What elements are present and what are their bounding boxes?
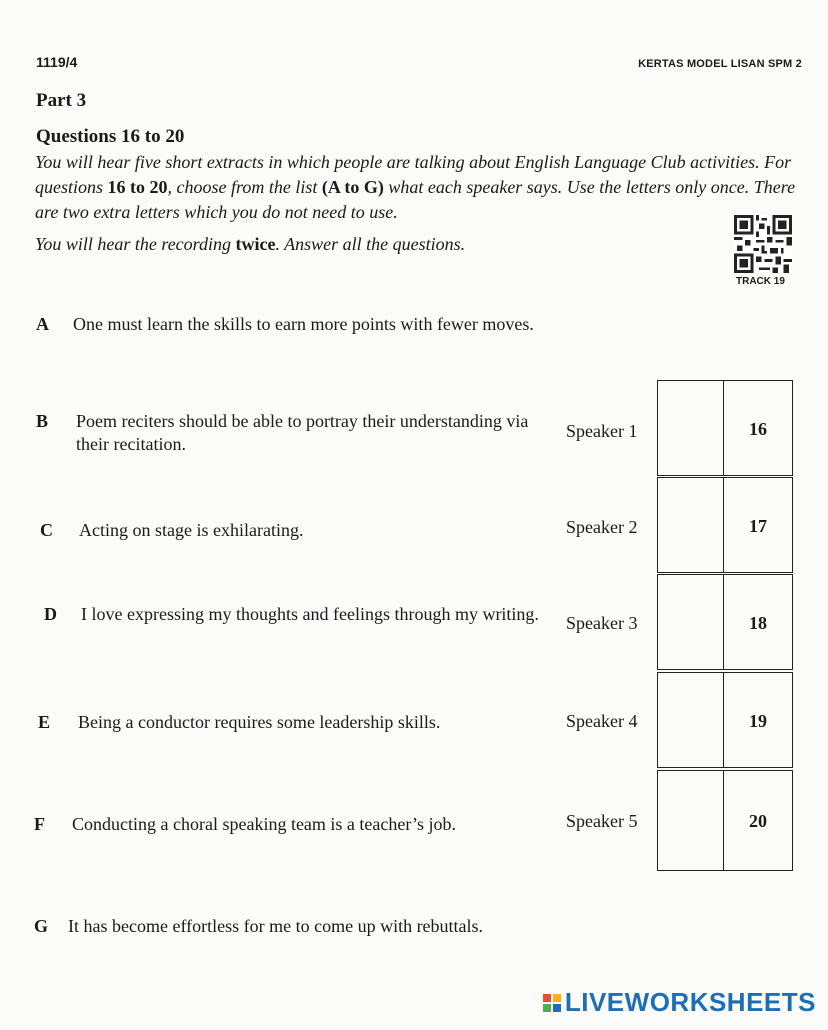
listen-instruction <box>35 234 465 255</box>
option-text: Conducting a choral speaking team is a teacher’s job. <box>72 814 457 834</box>
instructions-text-1: You will hear five short extracts in which people are talking about English Language Club activities. For questions <box>35 152 792 197</box>
logo-icon <box>543 994 561 1012</box>
question-number: 17 <box>724 477 793 573</box>
part-heading: Part 3 <box>36 90 87 111</box>
answer-box-16[interactable] <box>657 380 724 476</box>
instructions <box>35 150 805 225</box>
question-number: 18 <box>724 574 793 670</box>
option-letter: A <box>36 314 49 334</box>
option-text: Acting on stage is exhilarating. <box>79 520 304 540</box>
questions-heading: Questions 16 to 20 <box>36 126 185 147</box>
option-letter: B <box>36 411 49 431</box>
paper-title: KERTAS MODEL LISAN SPM 2 <box>638 58 802 70</box>
option-text: Poem reciters should be able to portray their understanding via their recitation. <box>76 411 529 454</box>
instructions-text-2: , choose from the list <box>167 177 322 197</box>
speaker-label: Speaker 5 <box>566 811 638 831</box>
option-text: It has become effortless for me to come up with rebuttals. <box>68 916 484 936</box>
listen-bold: twice <box>235 234 276 254</box>
option-letter: C <box>40 520 53 540</box>
answer-box-19[interactable] <box>657 672 724 768</box>
option-text: Being a conductor requires some leadership skills. <box>78 712 441 732</box>
speaker-label: Speaker 2 <box>566 517 638 537</box>
answer-box-18[interactable] <box>657 574 724 670</box>
option-text: One must learn the skills to earn more points with fewer moves. <box>73 314 534 334</box>
listen-text-1: You will hear the recording <box>35 234 236 254</box>
liveworksheets-logo[interactable] <box>543 987 816 1018</box>
option-letter: E <box>38 712 51 732</box>
question-number: 16 <box>724 380 793 476</box>
answer-box-20[interactable] <box>657 770 724 871</box>
speaker-label: Speaker 4 <box>566 711 638 731</box>
option-text: I love expressing my thoughts and feelings through my writing. <box>81 604 539 624</box>
question-number: 20 <box>724 770 793 871</box>
logo-text: LIVEWORKSHEETS <box>564 987 816 1017</box>
instructions-bold-2: (A to G) <box>321 177 384 197</box>
answer-box-17[interactable] <box>657 477 724 573</box>
listen-text-2: . Answer all the questions. <box>275 234 466 254</box>
qr-code-icon[interactable] <box>733 215 793 273</box>
paper-code: 1119/4 <box>36 54 78 70</box>
option-letter: F <box>34 814 45 834</box>
instructions-bold-1: 16 to 20 <box>107 177 168 197</box>
speaker-label: Speaker 3 <box>566 613 638 633</box>
option-letter: D <box>44 604 57 624</box>
track-label: TRACK 19 <box>736 276 785 287</box>
option-letter: G <box>34 916 49 936</box>
speaker-label: Speaker 1 <box>566 421 638 441</box>
instructions-text-3: what each speaker says. Use the letters only once. There are two extra letters which you do not need to use. <box>35 177 796 222</box>
question-number: 19 <box>724 672 793 768</box>
